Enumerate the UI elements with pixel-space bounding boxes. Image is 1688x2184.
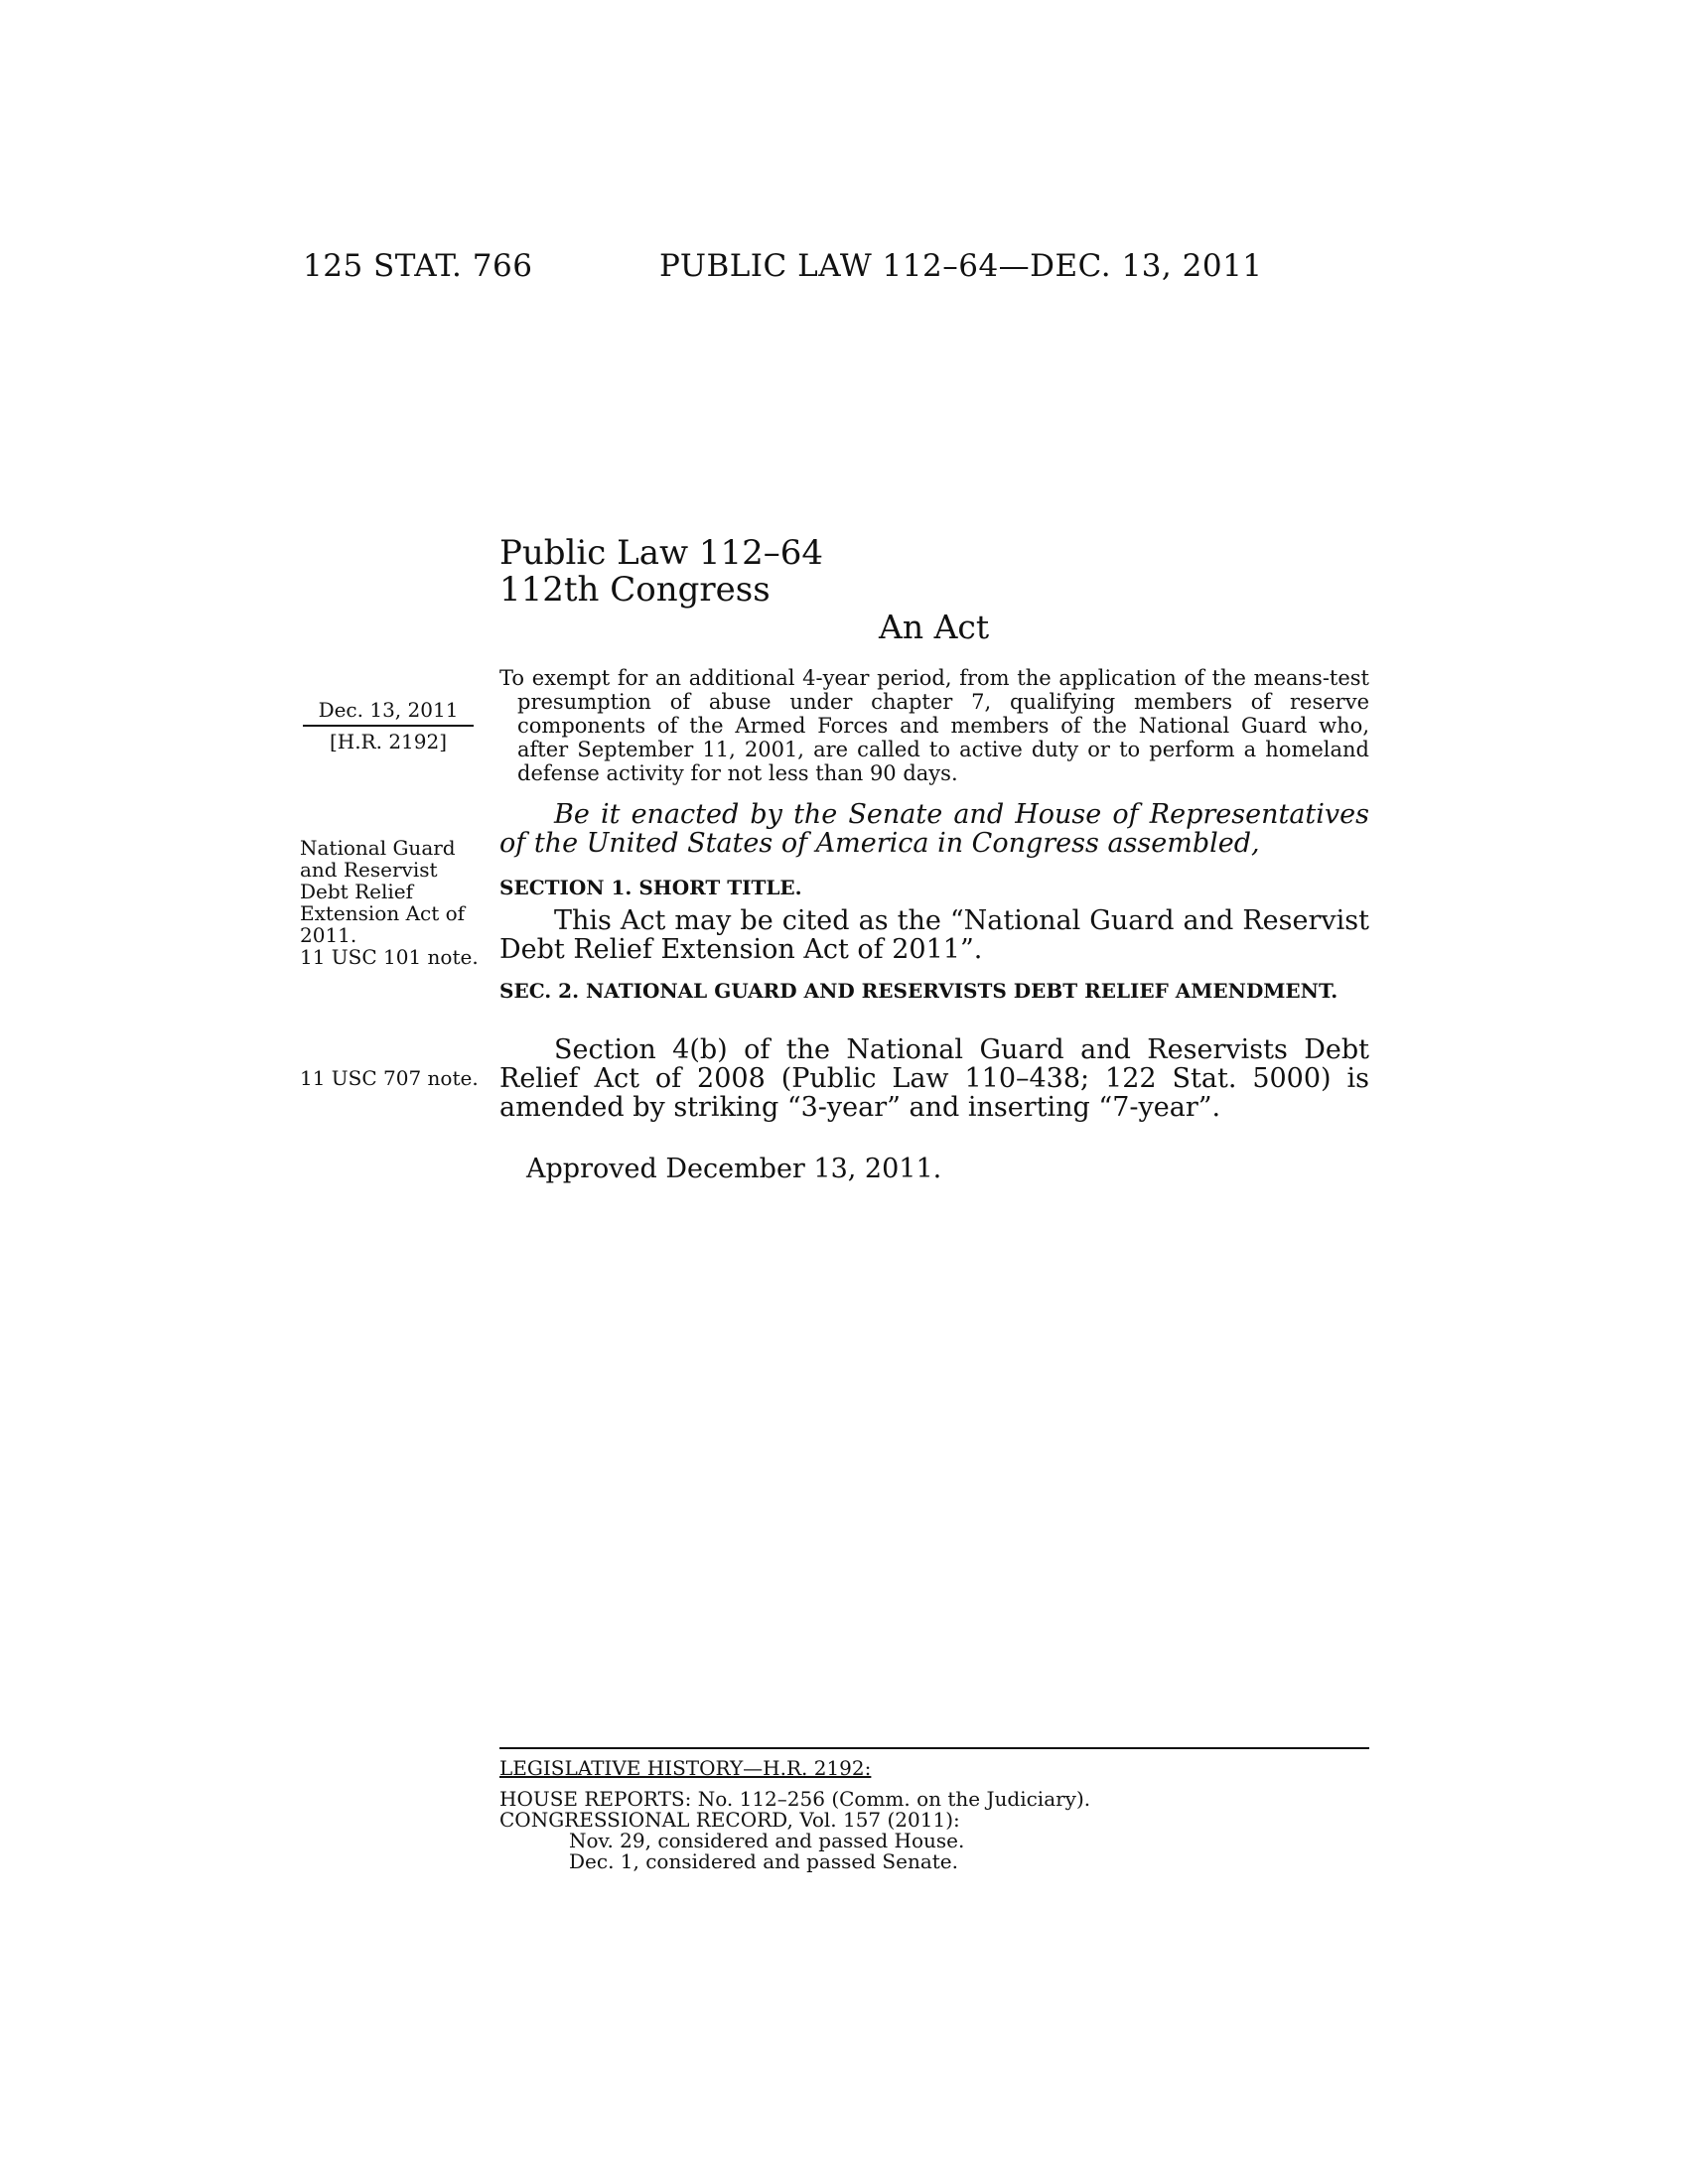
act-purpose: To exempt for an additional 4-year period, from the application of the means-test presumption of abuse under chapter 7, qualifying members of reserve components of the Armed Forces and members of the National Guard who, after September 11, 2001, are called to active duty or to perform a homeland defense activity for not less than 90 days. [499, 666, 1369, 785]
bill-number: [H.R. 2192] [329, 730, 448, 753]
sidenote-line: Extension Act of [300, 901, 466, 925]
enacting-clause: Be it enacted by the Senate and House of Representatives of the United States of America in Congress assembled, [499, 799, 1369, 859]
sidenote-usc-707: 11 USC 707 note. [300, 1066, 479, 1090]
section2-text: Section 4(b) of the National Guard and Reservists Debt Relief Act of 2008 (Public Law 110–438; 122 Stat. 5000) is amended by striking “3-year” and inserting “7-year”. [499, 1034, 1369, 1123]
history-action: Nov. 29, considered and passed House. [569, 1829, 965, 1852]
sidenote-line: 2011. [300, 923, 357, 947]
sidenote-line: and Reservist [300, 858, 438, 882]
running-title: PUBLIC LAW 112–64—DEC. 13, 2011 [659, 248, 1263, 284]
sidenote-line: Debt Relief [300, 880, 413, 903]
approval-date: Approved December 13, 2011. [526, 1154, 942, 1184]
congress-label: 112th Congress [499, 570, 771, 610]
sidenote-short-title [300, 837, 479, 968]
legislative-history-heading [499, 1758, 871, 1779]
section1-text: This Act may be cited as the “National Guard and Reservist Debt Relief Extension Act of 2011”. [499, 905, 1369, 965]
house-reports: HOUSE REPORTS: No. 112–256 (Comm. on the Judiciary). [499, 1787, 1091, 1811]
act-heading: An Act [879, 608, 990, 646]
congressional-record: CONGRESSIONAL RECORD, Vol. 157 (2011): [499, 1808, 960, 1832]
section1-heading: SECTION 1. SHORT TITLE. [499, 876, 802, 899]
section2-heading: SEC. 2. NATIONAL GUARD AND RESERVISTS DEBT RELIEF AMENDMENT. [499, 979, 1338, 1003]
enactment-date: Dec. 13, 2011 [318, 698, 459, 722]
margin-divider [303, 725, 474, 727]
law-number: Public Law 112–64 [499, 533, 824, 573]
sidenote-usc-101: 11 USC 101 note. [300, 945, 479, 969]
legislative-history-label: LEGISLATIVE HISTORY—H.R. 2192: [499, 1756, 872, 1780]
stat-page-number: 125 STAT. 766 [303, 248, 533, 284]
history-action: Dec. 1, considered and passed Senate. [569, 1849, 958, 1873]
sidenote-line: National Guard [300, 836, 456, 860]
legislative-history-rule [499, 1747, 1369, 1749]
